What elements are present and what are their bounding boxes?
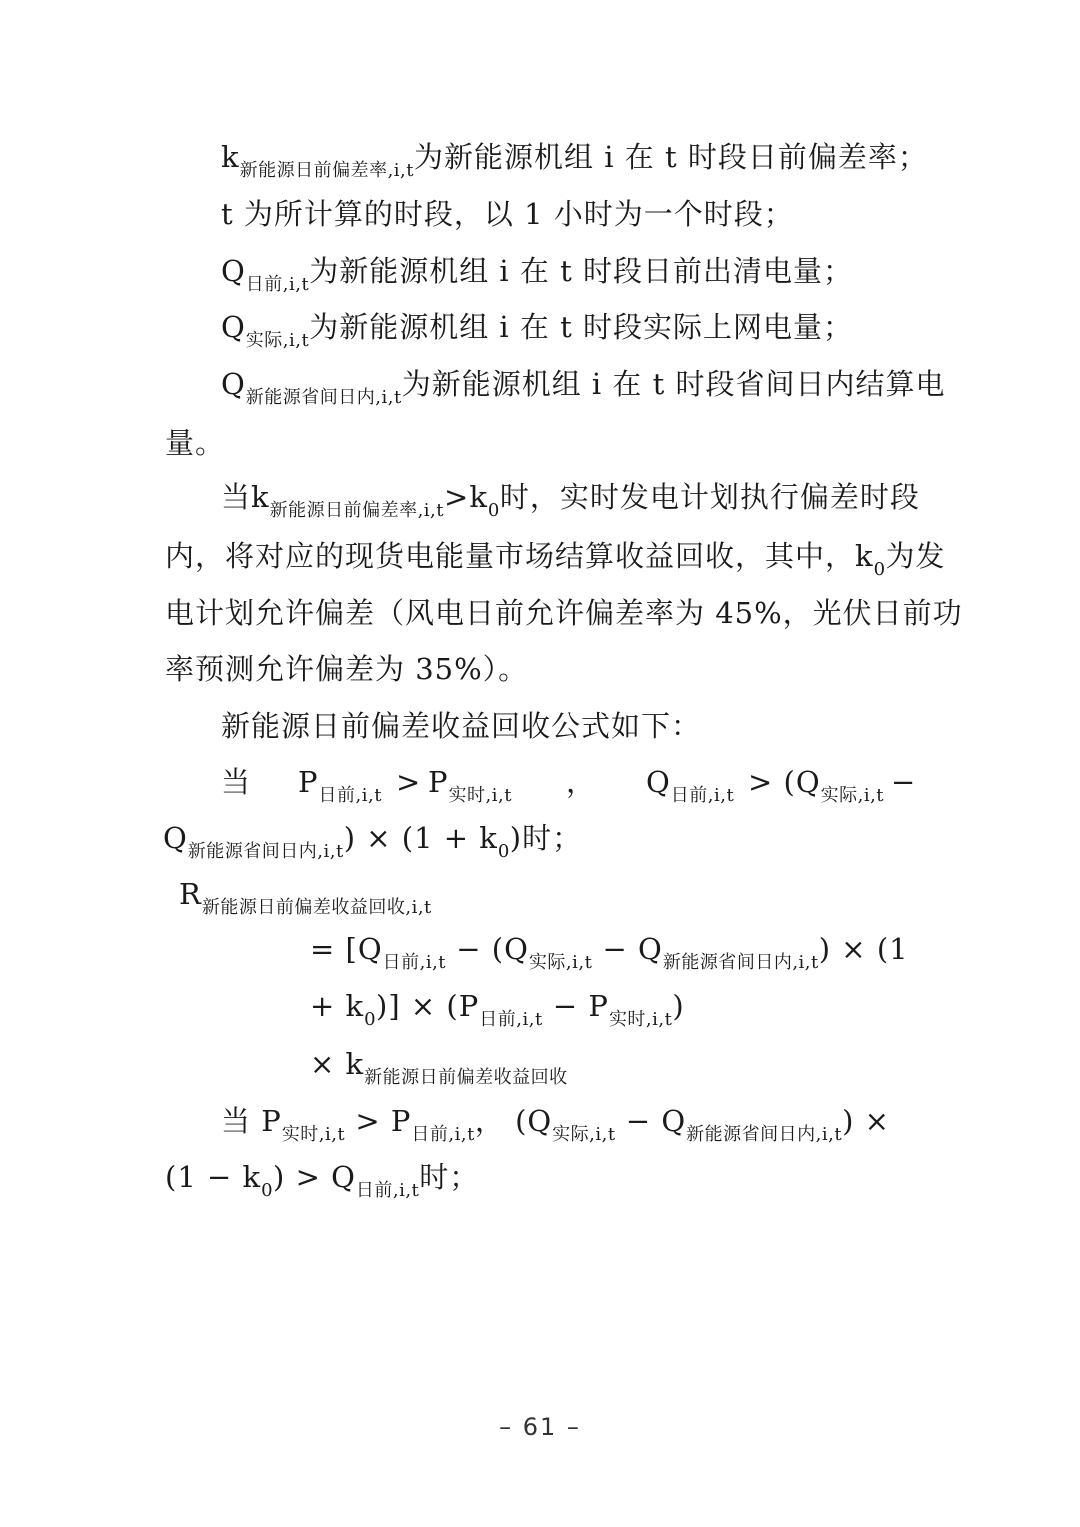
- operator: −: [891, 765, 917, 799]
- formula2-rhs-line3: × $k_{新能源日前偏差收益回收}$: [310, 1047, 568, 1088]
- definition-text: 为新能源机组 i 在 t 时段日前偏差率；: [414, 140, 928, 174]
- paragraph-line-4: [165, 649, 528, 689]
- formula2-rhs-line2: + $k_0)] \times (P_{日前,i,t} - P_{实时,i,t})$: [310, 989, 685, 1030]
- definition-q-interprovincial: [221, 364, 946, 408]
- definition-text: 为新能源机组 i 在 t 时段省间日内结算电: [401, 367, 946, 401]
- definition-q-actual: [221, 307, 854, 351]
- definition-q-day-ahead: [221, 251, 854, 295]
- formula3-condition-line1: 当 $P_{实时,i,t} > P_{日前,i,t}$， $(Q_{实际,i,t} - Q_{新能源省间日内,i,t})$ ×: [221, 1104, 890, 1145]
- definition-text: 为新能源机组 i 在 t 时段日前出清电量；: [309, 254, 854, 288]
- formula1-condition-line1: [221, 762, 921, 806]
- definition-k-deviation-rate: [221, 137, 928, 181]
- operator: ，: [566, 765, 597, 799]
- formula1-condition-line2: $Q_{新能源省间日内,i,t}) \times (1 + k_0)$时；: [163, 821, 583, 862]
- formula2-lhs: $R_{新能源日前偏差收益回收,i,t}$: [179, 877, 432, 918]
- subscript: 新能源省间日内,i,t: [245, 387, 402, 408]
- subscript: 0: [487, 500, 500, 521]
- paragraph-line-3: [165, 593, 963, 633]
- text: 内，将对应的现货电能量市场结算收益回收，其中，k: [165, 539, 874, 573]
- text: 电计划允许偏差（风电日前允许偏差率为 45%，光伏日前功: [165, 596, 963, 630]
- formula3-condition-line2: $(1 - k_0) > Q_{日前,i,t}$时；: [165, 1160, 480, 1201]
- operator: >: [396, 765, 422, 799]
- subscript: 新能源日前偏差率,i,t: [269, 500, 445, 521]
- text: 新能源日前偏差收益回收公式如下：: [221, 709, 702, 743]
- definition-text: t 为所计算的时段，以 1 小时为一个时段；: [221, 197, 794, 231]
- symbol: k: [221, 140, 240, 174]
- paragraph-line-2: [165, 536, 946, 580]
- text: 率预测允许偏差为 35%）。: [165, 652, 529, 686]
- symbol: Q: [221, 310, 246, 344]
- definition-q-interprovincial-cont: [165, 423, 225, 463]
- symbol: Q: [221, 254, 246, 288]
- term-p-realtime: $P_{实时,i,t}$: [428, 765, 512, 806]
- subscript: 0: [873, 559, 886, 580]
- subscript: 实际,i,t: [245, 330, 310, 351]
- text: >k: [444, 480, 488, 514]
- text: 当: [221, 765, 252, 799]
- definition-t-period: [221, 194, 794, 234]
- page-number: – 61 –: [499, 1413, 581, 1441]
- text: 当k: [221, 480, 270, 514]
- subscript: 新能源日前偏差率,i,t: [239, 160, 415, 181]
- symbol: Q: [221, 367, 246, 401]
- paragraph-deviation-condition: [221, 477, 920, 521]
- definition-text: 为新能源机组 i 在 t 时段实际上网电量；: [309, 310, 854, 344]
- subscript: 日前,i,t: [245, 274, 310, 295]
- formula2-rhs-line1: = [$Q_{日前,i,t} - (Q_{实际,i,t} - Q_{新能源省间日内,i,t}) \times (1$: [310, 932, 909, 973]
- formula-intro: [221, 706, 701, 746]
- term-p-day-ahead: $P_{日前,i,t}$: [298, 765, 382, 806]
- term-q-actual: > ($Q_{实际,i,t}$: [748, 765, 885, 806]
- term-q-day-ahead: $Q_{日前,i,t}$: [646, 765, 735, 806]
- text: 为发: [885, 539, 946, 573]
- text: 时，实时发电计划执行偏差时段: [499, 480, 920, 514]
- definition-text: 量。: [165, 426, 226, 460]
